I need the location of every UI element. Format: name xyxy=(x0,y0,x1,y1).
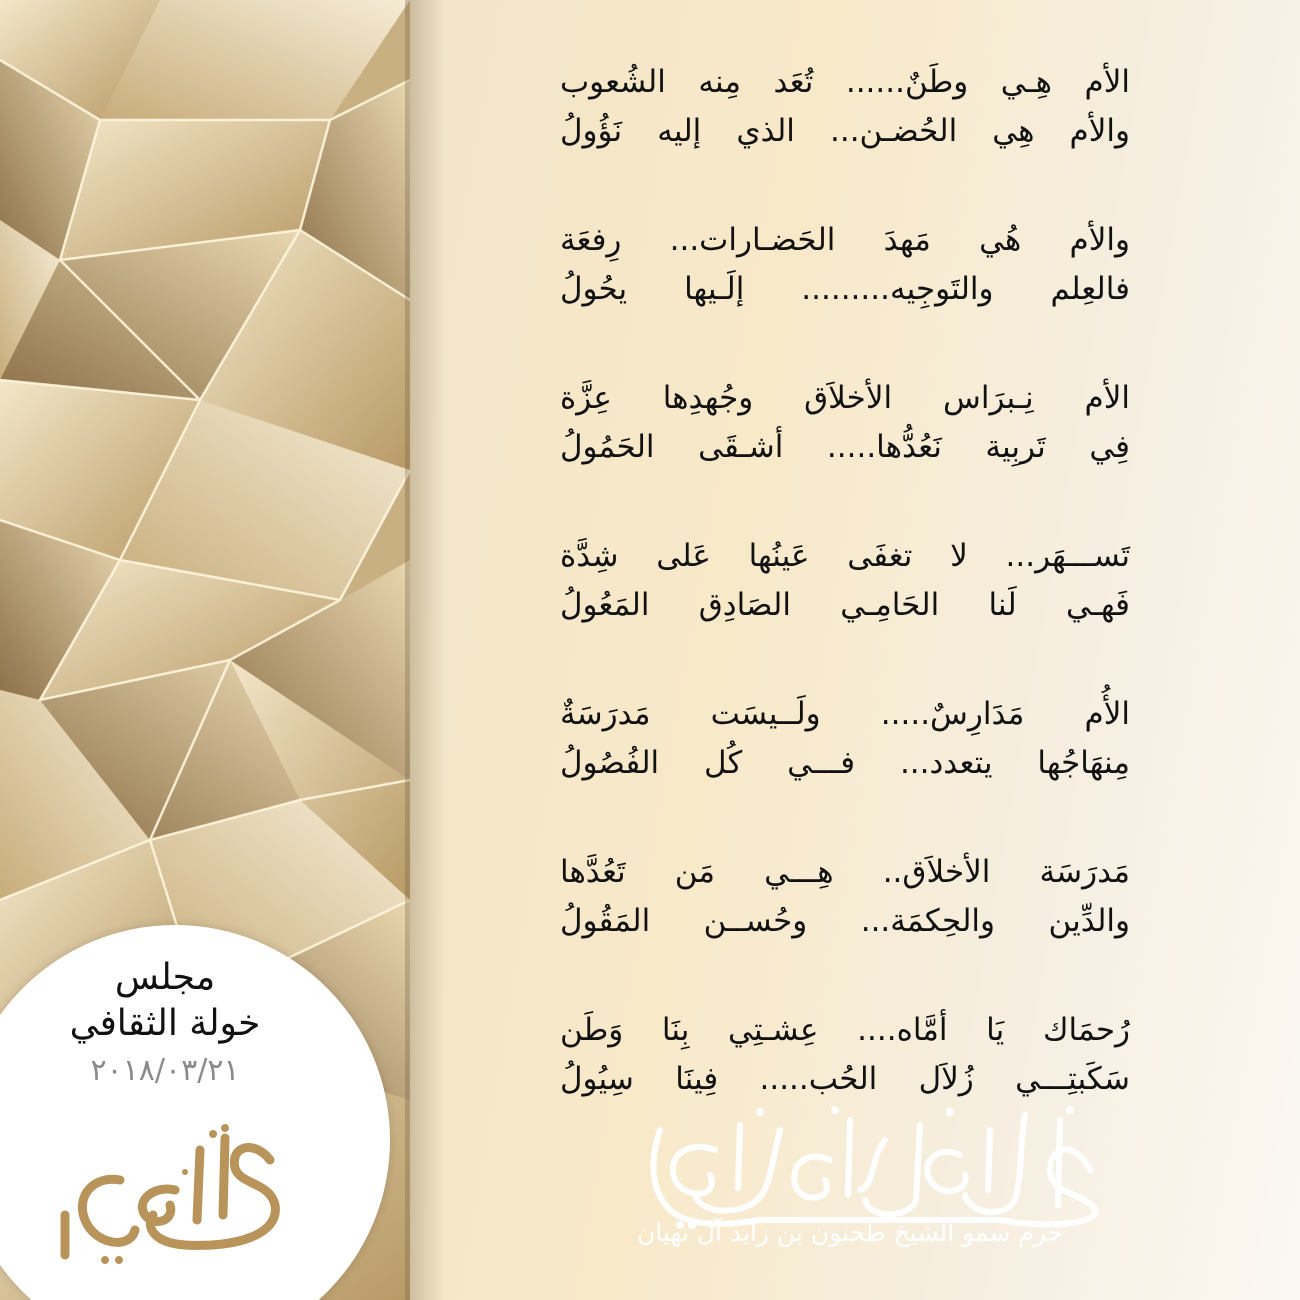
poem-line: فِي تَربِية نَعُدُّها..... أشـقَى الحَمُولُ xyxy=(560,429,1130,465)
poem-line: والأم هِي الحُضـن... الذي إليه نَؤُولُ xyxy=(560,113,1130,149)
poem-line: والدِّين والحِكمَة... وحُســن المَقُولُ xyxy=(560,903,1130,939)
poem-line: مَدرَسَة الأخلاَق.. هِـــي مَن تَعُدَّها xyxy=(560,854,1130,890)
poem-line: مِنهَاجُها يتعدد... فـــي كُل الفُصُولُ xyxy=(560,745,1130,781)
badge-subtitle: خولة الثقافي xyxy=(69,1003,261,1044)
stanza xyxy=(560,58,1130,156)
stanza xyxy=(560,216,1130,314)
stanza xyxy=(560,532,1130,630)
stanza xyxy=(560,1006,1130,1104)
mothers-day-logo xyxy=(35,1120,295,1270)
badge-title: مجلس xyxy=(114,957,216,998)
stanza xyxy=(560,690,1130,788)
poem-line: فَهـي لَنا الحَامِـي الصَادِق المَعُولُ xyxy=(560,587,1130,623)
poem-line: سَكَبتِـــي زُلاَل الحُب..... فِينَا سِيُولُ xyxy=(560,1061,1130,1097)
stanza xyxy=(560,848,1130,946)
poem-line: والأم هُي مَهدَ الحَضـارات... رِفعَة xyxy=(560,222,1130,258)
poem-line: الأم نِـبرَاس الأخلاَق وجُهدِها عِزَّة xyxy=(560,380,1130,416)
signature-subtitle: حرم سمو الشيخ طحنون بن زايد آل نهيان xyxy=(636,1218,1064,1247)
poem-line: تَســـهَر... لا تغفَى عَينُها عَلى شِدَّة xyxy=(560,538,1130,574)
poem-line: الأم هِـي وطَنٌ...... تُعَد مِنه الشُعوب xyxy=(560,64,1130,100)
stanza xyxy=(560,374,1130,472)
poem xyxy=(560,58,1130,1164)
badge-date: ٢٠١٨/٠٣/٢١ xyxy=(90,1053,240,1088)
badge-text xyxy=(0,955,330,1095)
panel-shadow xyxy=(405,0,445,1300)
poem-line: فالعِلم والتَوجِيه......... إلَـيها يحُولُ xyxy=(560,271,1130,307)
poem-line: رُحمَاك يَا أمَّاه.... عِشـتِي بِنَا وَطَن xyxy=(560,1012,1130,1048)
calligraphy-signature xyxy=(620,1100,1120,1235)
poem-line: الأُم مَدَارِسٌ..... ولَــيسَت مَدرَسَةٌ xyxy=(560,696,1130,732)
